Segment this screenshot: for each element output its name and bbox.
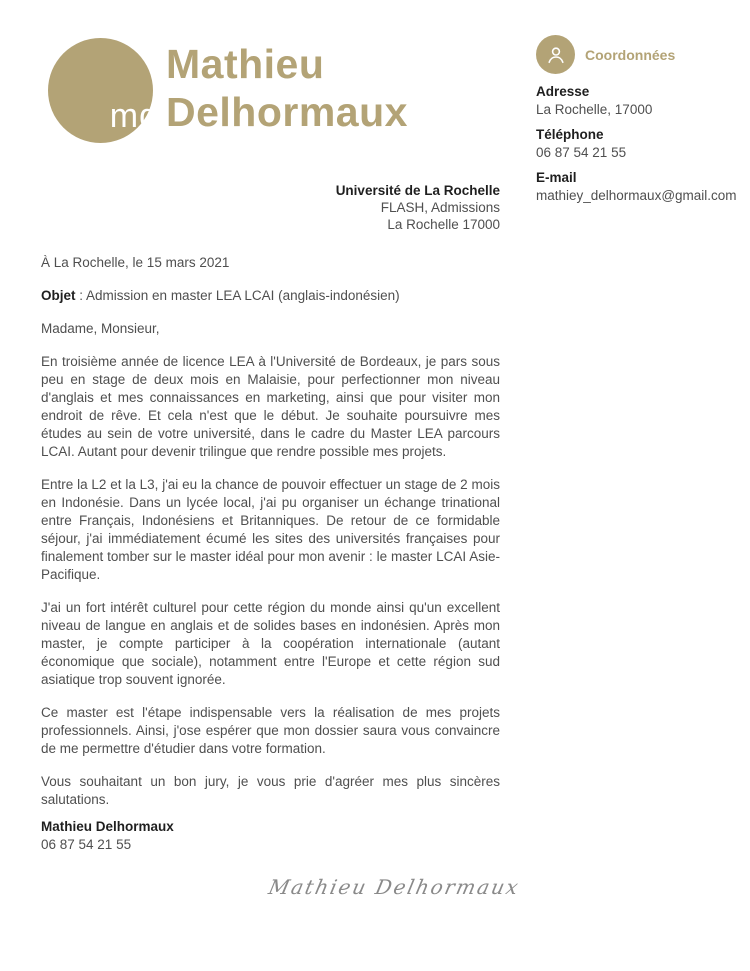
- recipient-organization: Université de La Rochelle: [335, 183, 500, 198]
- contact-value: 06 87 54 21 55: [536, 145, 627, 160]
- paragraph-2: Entre la L2 et la L3, j'ai eu la chance de pouvoir effectuer un stage de 2 mois en Indonésie. Dans un lycée local, j'ai pu organiser un échange trinational entre Français, Indonésiens et Britanniques. De retour de ce formidable séjour, j'ai immédiatement écumé les sites des universités françaises pour finalement tomber sur le master idéal pour mon avenir : le master LCAI Asie-Pacifique.: [41, 477, 500, 582]
- sender-name-heading: [166, 40, 408, 136]
- sender-last-name: Delhormaux: [166, 89, 408, 135]
- contact-title: Coordonnées: [585, 46, 676, 63]
- contact-header: [536, 35, 744, 74]
- contact-value: mathiey_delhormaux@gmail.com: [536, 188, 737, 203]
- contact-item-email: [536, 169, 744, 205]
- closing-phone: 06 87 54 21 55: [41, 837, 132, 852]
- salutation: Madame, Monsieur,: [41, 321, 160, 336]
- handwritten-signature: Mathieu Delhormaux: [266, 875, 523, 899]
- contact-section: [536, 35, 744, 205]
- person-icon: [536, 35, 575, 74]
- paragraph-4: Ce master est l'étape indispensable vers la réalisation de mes projets professionnels. Ainsi, j'ose espérer que mon dossier saura vous convaincre de me permettre d'étudier dans votre formation.: [41, 705, 500, 756]
- contact-label: E-mail: [536, 170, 577, 185]
- letter-body: [41, 182, 523, 899]
- contact-item-phone: [536, 126, 744, 162]
- contact-value: La Rochelle, 17000: [536, 102, 653, 117]
- paragraph-3: J'ai un fort intérêt culturel pour cette région du monde ainsi qu'un excellent niveau de langue en anglais et de solides bases en indonésien. Après mon master, je compte participer à la coopération internationale (autant économique que sociale), notamment entre l'Europe et cette région sud asiatique trop souvent ignorée.: [41, 600, 500, 687]
- subject-label: Objet: [41, 288, 76, 303]
- contact-label: Téléphone: [536, 127, 604, 142]
- contact-label: Adresse: [536, 84, 590, 99]
- paragraph-5: Vous souhaitant un bon jury, je vous prie d'agréer mes plus sincères salutations.: [41, 774, 500, 807]
- dateline: À La Rochelle, le 15 mars 2021: [41, 255, 230, 270]
- recipient-city: La Rochelle 17000: [387, 217, 500, 232]
- sender-first-name: Mathieu: [166, 41, 325, 87]
- subject-text: : Admission en master LEA LCAI (anglais-indonésien): [75, 288, 400, 303]
- paragraph-1: En troisième année de licence LEA à l'Université de Bordeaux, je pars sous peu en stage de deux mois en Malaisie, pour perfectionner mon niveau d'anglais et mes connaissances en marketing, ainsi que pour visiter mon endroit de rêve. Et cela n'est que le début. Je souhaite poursuivre mes études au sein de votre université, dans le cadre du Master LEA parcours LCAI. Autant pour devenir trilingue que rendre possible mes projets.: [41, 354, 500, 459]
- contact-item-address: [536, 83, 744, 119]
- recipient-block: [41, 182, 500, 233]
- logo-initials: md: [109, 97, 159, 135]
- closing-name: Mathieu Delhormaux: [41, 819, 174, 834]
- monogram-logo: [48, 38, 159, 143]
- recipient-department: FLASH, Admissions: [380, 200, 500, 215]
- subject-line: [41, 287, 500, 305]
